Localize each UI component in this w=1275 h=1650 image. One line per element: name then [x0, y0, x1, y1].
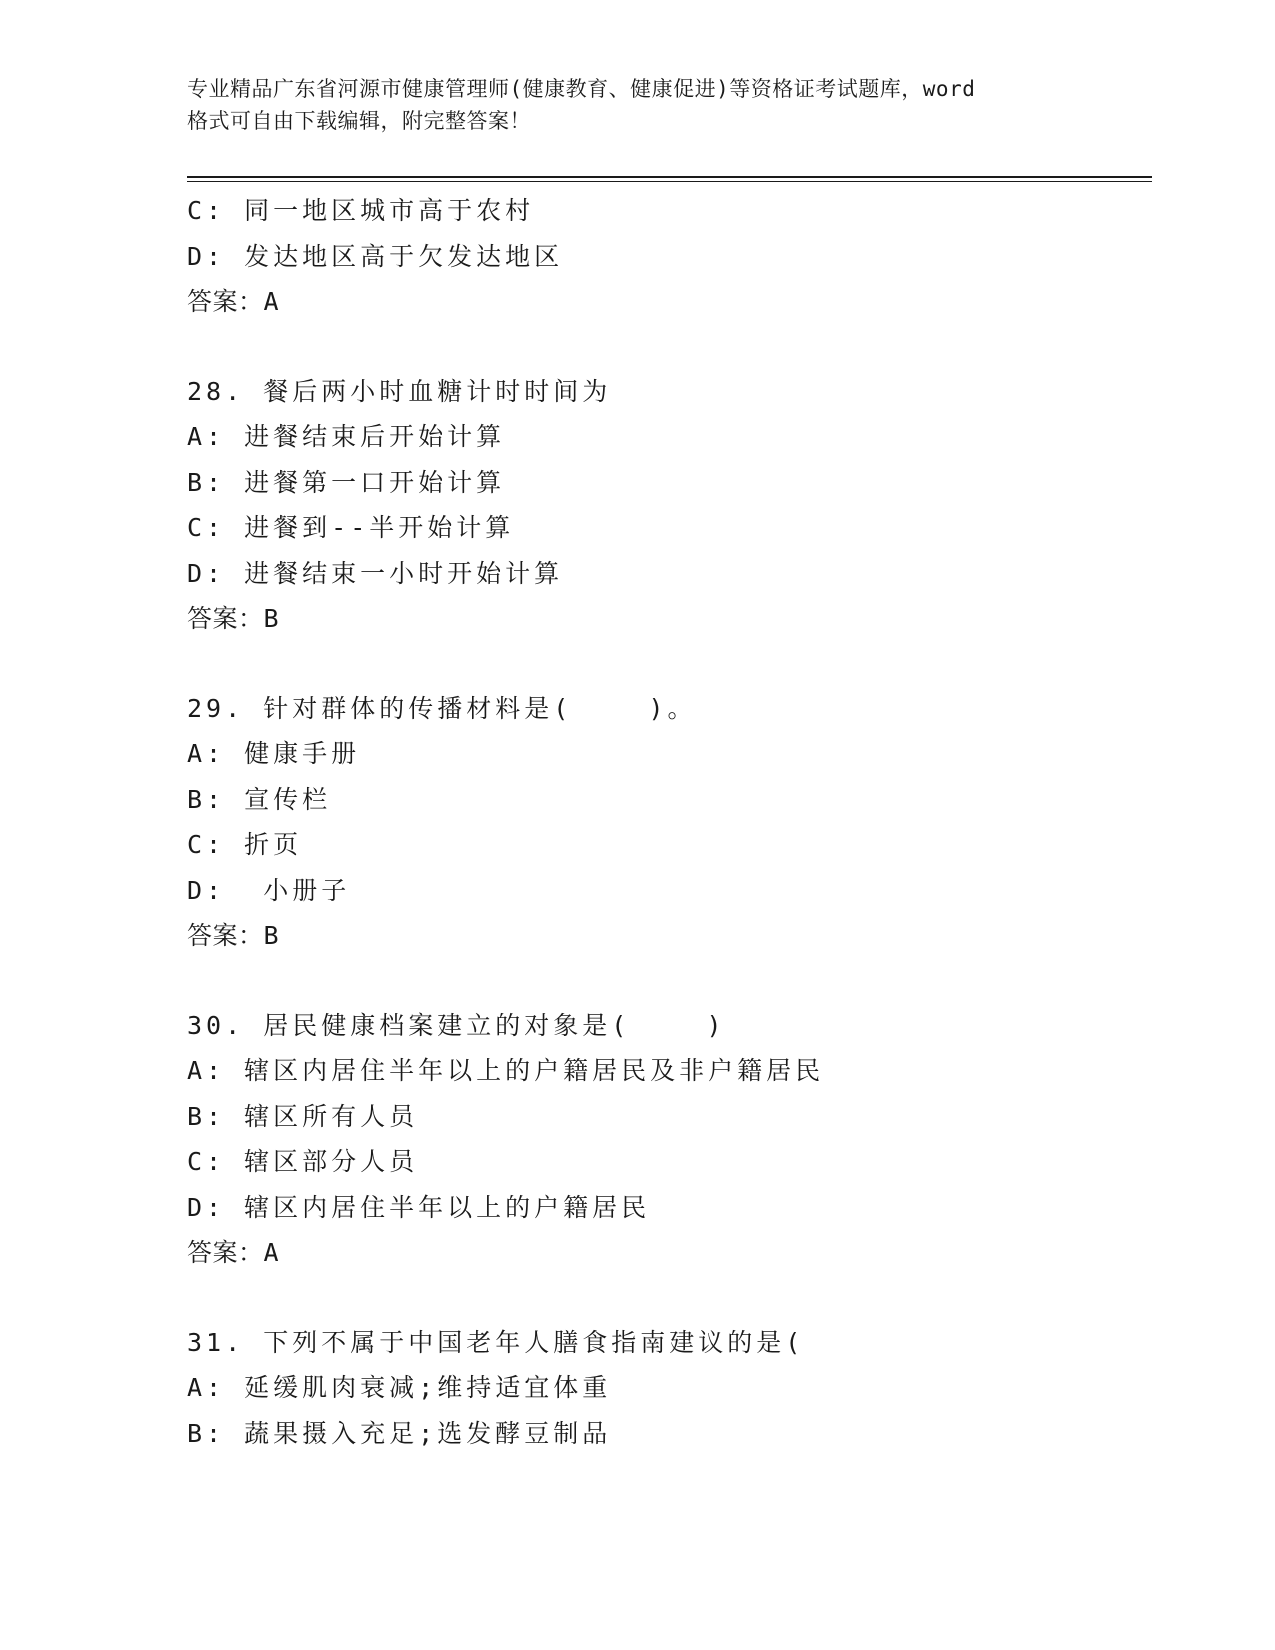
option-a: A: 健康手册 — [187, 739, 361, 768]
question-stem: 31. 下列不属于中国老年人膳食指南建议的是( — [187, 1327, 805, 1357]
answer-value: A — [263, 1238, 280, 1267]
question-stem: 30. 居民健康档案建立的对象是( ) — [187, 1010, 726, 1040]
answer-value: B — [263, 604, 280, 633]
question-28 — [187, 369, 1147, 642]
option-d: D: 小册子 — [187, 875, 351, 905]
header-line-2: 格式可自由下载编辑，附完整答案！ — [187, 109, 531, 133]
option-c: C: 同一地区城市高于农村 — [187, 196, 535, 225]
answer-value: B — [263, 921, 280, 950]
option-d: D: 辖区内居住半年以上的户籍居民 — [187, 1192, 651, 1222]
answer-line — [187, 279, 1147, 325]
option-c: C: 进餐到--半开始计算 — [187, 513, 515, 542]
spacer — [187, 959, 1147, 1003]
question-list — [187, 188, 1147, 1456]
option-b: B: 进餐第一口开始计算 — [187, 467, 506, 497]
spacer — [187, 1276, 1147, 1320]
question-stem: 28. 餐后两小时血糖计时时间为 — [187, 376, 612, 406]
answer-line — [187, 596, 1147, 642]
option-c: C: 折页 — [187, 830, 303, 859]
answer-label: 答案： — [187, 921, 264, 950]
option-b: B: 蔬果摄入充足;选发酵豆制品 — [187, 1418, 612, 1448]
question-stem: 29. 针对群体的传播材料是( )。 — [187, 693, 697, 723]
option-a: A: 辖区内居住半年以上的户籍居民及非户籍居民 — [187, 1056, 825, 1085]
option-d: D: 发达地区高于欠发达地区 — [187, 241, 564, 271]
header-divider-thick — [187, 176, 1152, 178]
option-a: A: 进餐结束后开始计算 — [187, 422, 506, 451]
answer-value: A — [263, 287, 280, 316]
option-c: C: 辖区部分人员 — [187, 1147, 419, 1176]
document-header — [187, 73, 1087, 137]
option-b: B: 宣传栏 — [187, 784, 332, 814]
option-d: D: 进餐结束一小时开始计算 — [187, 558, 564, 588]
answer-label: 答案： — [187, 287, 264, 316]
answer-line — [187, 913, 1147, 959]
option-a: A: 延缓肌肉衰减;维持适宜体重 — [187, 1373, 612, 1402]
question-30 — [187, 1003, 1147, 1276]
spacer — [187, 325, 1147, 369]
answer-label: 答案： — [187, 604, 264, 633]
question-27-tail — [187, 188, 1147, 325]
header-line-1: 专业精品广东省河源市健康管理师(健康教育、健康促进)等资格证考试题库，word — [187, 77, 976, 101]
question-31 — [187, 1320, 1147, 1457]
option-b: B: 辖区所有人员 — [187, 1101, 419, 1131]
answer-line — [187, 1230, 1147, 1276]
spacer — [187, 642, 1147, 686]
answer-label: 答案： — [187, 1238, 264, 1267]
question-29 — [187, 686, 1147, 959]
header-divider-thin — [187, 181, 1152, 182]
